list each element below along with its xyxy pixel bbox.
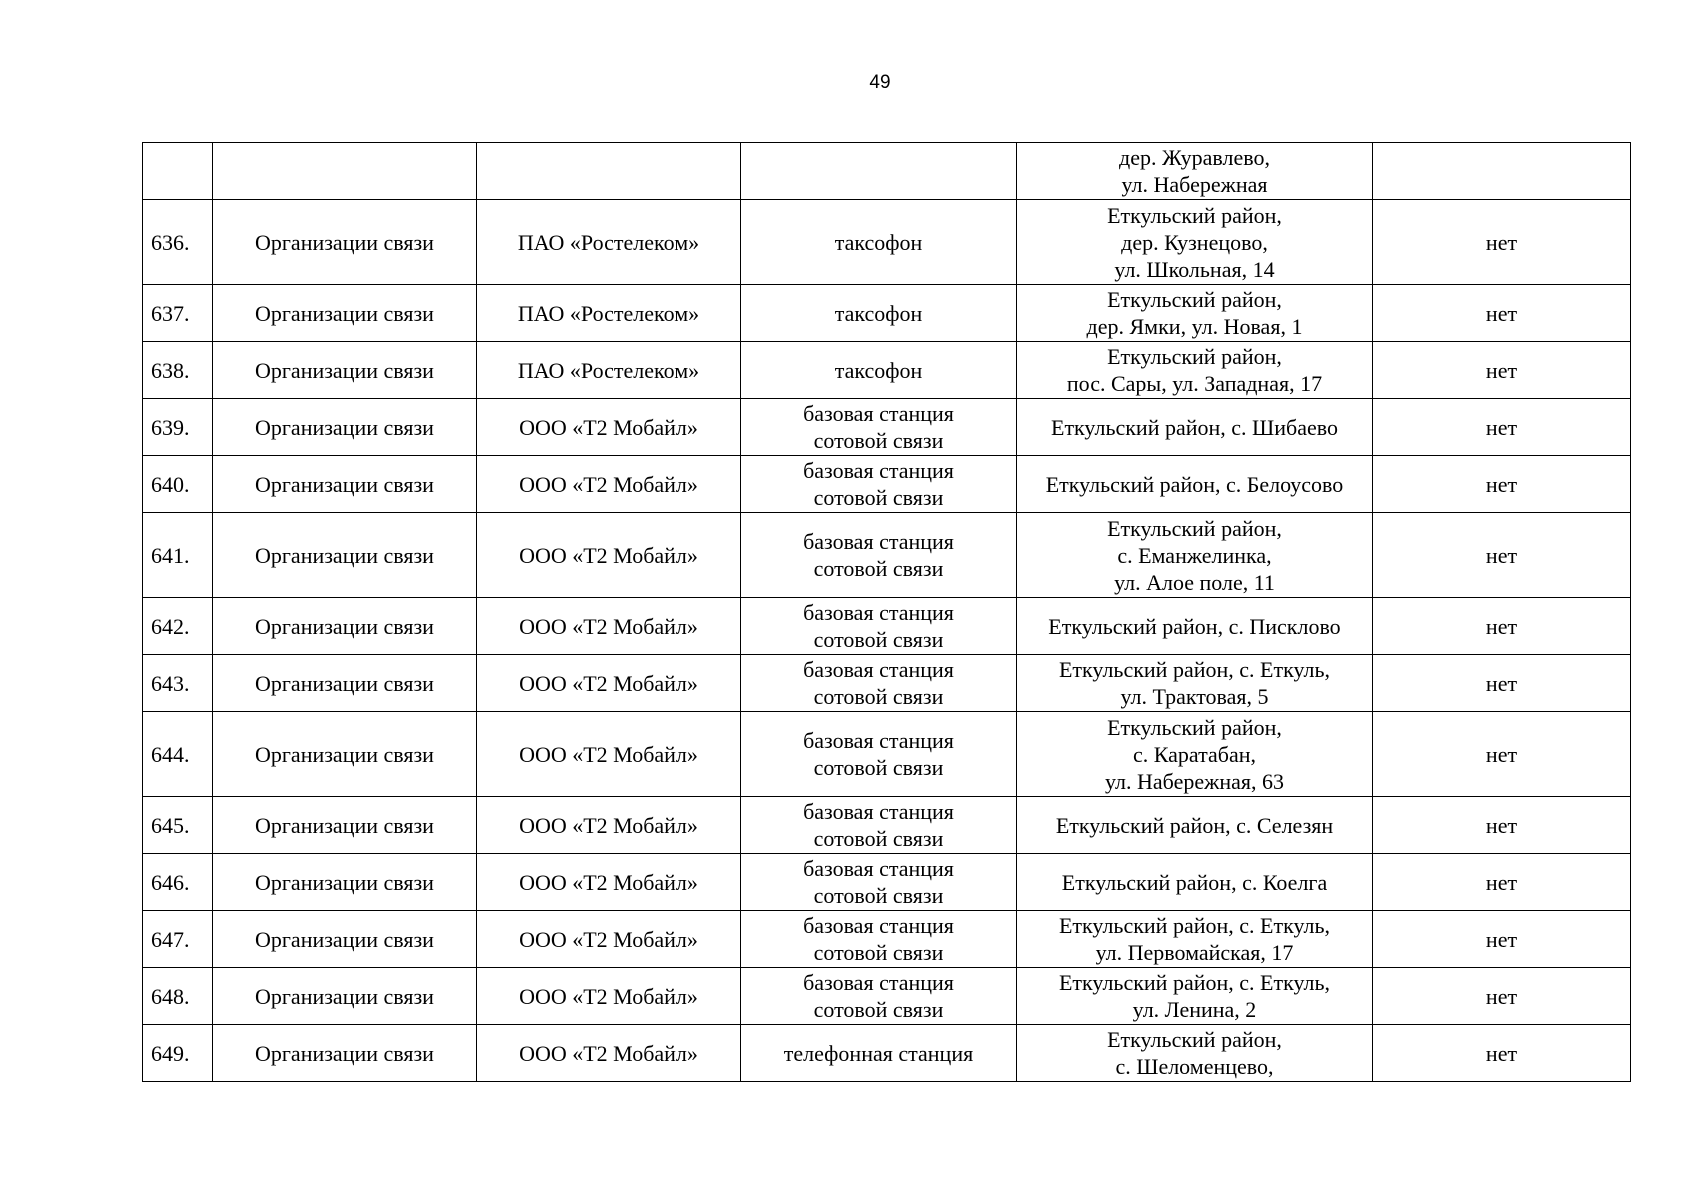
cell-organization: ПАО «Ростелеком» <box>477 285 741 342</box>
cell-object <box>741 911 1017 968</box>
cell-category: Организации связи <box>213 399 477 456</box>
object-line: базовая станция <box>803 401 954 426</box>
address-line: Еткульский район, с. Еткуль, <box>1058 913 1331 938</box>
cell-address <box>1017 285 1373 342</box>
cell-object <box>741 797 1017 854</box>
object-line: базовая станция <box>803 799 954 824</box>
address-line: ул. Школьная, 14 <box>1114 256 1275 282</box>
cell-object <box>741 854 1017 911</box>
table-row <box>143 399 1631 456</box>
cell-category: Организации связи <box>213 456 477 513</box>
table-row <box>143 456 1631 513</box>
address-line: с. Шеломенцево, <box>1115 1054 1274 1079</box>
cell-flag: нет <box>1373 712 1631 797</box>
table-row <box>143 854 1631 911</box>
address-line: Еткульский район, <box>1107 515 1282 541</box>
continuation-row <box>143 143 1631 200</box>
cell-flag: нет <box>1373 797 1631 854</box>
object-line: базовая станция <box>803 728 954 753</box>
cell-organization: ООО «Т2 Мобайл» <box>477 797 741 854</box>
cell-category: Организации связи <box>213 797 477 854</box>
table-row <box>143 200 1631 285</box>
object-line: таксофон <box>834 300 923 326</box>
cell-object <box>741 598 1017 655</box>
cell-address <box>1017 143 1373 200</box>
cell-organization: ООО «Т2 Мобайл» <box>477 712 741 797</box>
cell-address <box>1017 399 1373 456</box>
object-line: сотовой связи <box>813 883 944 908</box>
cell-flag: нет <box>1373 285 1631 342</box>
object-line: базовая станция <box>803 913 954 938</box>
cell-organization: ООО «Т2 Мобайл» <box>477 1025 741 1082</box>
cell-number: 642. <box>143 598 213 655</box>
table-row <box>143 797 1631 854</box>
cell-object <box>741 968 1017 1025</box>
cell-flag: нет <box>1373 456 1631 513</box>
object-line: базовая станция <box>803 600 954 625</box>
address-line: ул. Первомайская, 17 <box>1095 940 1294 965</box>
address-line: дер. Ямки, ул. Новая, 1 <box>1086 314 1303 339</box>
cell-address <box>1017 655 1373 712</box>
cell-number: 643. <box>143 655 213 712</box>
object-line: телефонная станция <box>783 1040 974 1066</box>
address-line: Еткульский район, <box>1107 1027 1282 1052</box>
cell-category: Организации связи <box>213 968 477 1025</box>
cell-object <box>741 285 1017 342</box>
address-line: Еткульский район, <box>1107 344 1282 369</box>
object-line: таксофон <box>834 357 923 383</box>
address-line: Еткульский район, с. Писклово <box>1048 613 1341 639</box>
address-line: Еткульский район, с. Белоусово <box>1045 471 1344 497</box>
cell-object <box>741 655 1017 712</box>
cell-object <box>741 200 1017 285</box>
address-line: с. Еманжелинка, <box>1117 542 1272 568</box>
cell-flag: нет <box>1373 513 1631 598</box>
cell-category: Организации связи <box>213 342 477 399</box>
object-line: базовая станция <box>803 970 954 995</box>
cell-organization: ООО «Т2 Мобайл» <box>477 911 741 968</box>
table-row <box>143 655 1631 712</box>
cell-object <box>741 712 1017 797</box>
page-number: 49 <box>869 72 891 93</box>
cell-organization: ООО «Т2 Мобайл» <box>477 968 741 1025</box>
table-row <box>143 968 1631 1025</box>
cell-category: Организации связи <box>213 655 477 712</box>
cell-object <box>741 342 1017 399</box>
cell-number: 647. <box>143 911 213 968</box>
address-line: ул. Алое поле, 11 <box>1114 569 1275 595</box>
address-line: Еткульский район, <box>1107 287 1282 312</box>
cell-number: 646. <box>143 854 213 911</box>
address-line: Еткульский район, с. Еткуль, <box>1058 657 1331 682</box>
cell-number: 639. <box>143 399 213 456</box>
object-line: сотовой связи <box>813 755 944 780</box>
cell-address <box>1017 1025 1373 1082</box>
object-line: базовая станция <box>803 529 954 554</box>
object-line: базовая станция <box>803 458 954 483</box>
cell-address <box>1017 342 1373 399</box>
cell-address <box>1017 513 1373 598</box>
cell-flag <box>1373 143 1631 200</box>
object-line: сотовой связи <box>813 556 944 581</box>
object-line: сотовой связи <box>813 684 944 709</box>
cell-object <box>741 1025 1017 1082</box>
cell-category: Организации связи <box>213 598 477 655</box>
cell-address <box>1017 854 1373 911</box>
registry-table <box>142 142 1631 1082</box>
object-line: сотовой связи <box>813 997 944 1022</box>
cell-flag: нет <box>1373 655 1631 712</box>
table-row <box>143 342 1631 399</box>
cell-category: Организации связи <box>213 854 477 911</box>
cell-category: Организации связи <box>213 911 477 968</box>
cell-organization: ООО «Т2 Мобайл» <box>477 513 741 598</box>
cell-number: 641. <box>143 513 213 598</box>
cell-number <box>143 143 213 200</box>
cell-object <box>741 399 1017 456</box>
cell-address <box>1017 456 1373 513</box>
object-line: базовая станция <box>803 657 954 682</box>
address-line: с. Каратабан, <box>1133 741 1256 767</box>
table-row <box>143 513 1631 598</box>
cell-address <box>1017 911 1373 968</box>
cell-number: 638. <box>143 342 213 399</box>
cell-object <box>741 143 1017 200</box>
table-row <box>143 285 1631 342</box>
cell-flag: нет <box>1373 399 1631 456</box>
registry-table-body <box>143 143 1631 1082</box>
cell-category: Организации связи <box>213 200 477 285</box>
cell-flag: нет <box>1373 200 1631 285</box>
cell-address <box>1017 200 1373 285</box>
cell-number: 640. <box>143 456 213 513</box>
address-line: Еткульский район, с. Шибаево <box>1051 414 1338 440</box>
address-line: дер. Журавлево, <box>1119 145 1270 170</box>
cell-number: 636. <box>143 200 213 285</box>
cell-object <box>741 456 1017 513</box>
cell-address <box>1017 968 1373 1025</box>
object-line: сотовой связи <box>813 826 944 851</box>
cell-number: 648. <box>143 968 213 1025</box>
cell-category: Организации связи <box>213 712 477 797</box>
table-row <box>143 1025 1631 1082</box>
cell-organization: ООО «Т2 Мобайл» <box>477 456 741 513</box>
cell-organization: ООО «Т2 Мобайл» <box>477 655 741 712</box>
cell-flag: нет <box>1373 598 1631 655</box>
table-row <box>143 911 1631 968</box>
table-row <box>143 712 1631 797</box>
cell-category: Организации связи <box>213 285 477 342</box>
address-line: Еткульский район, с. Селезян <box>1055 812 1334 838</box>
address-line: ул. Ленина, 2 <box>1132 997 1257 1022</box>
cell-category: Организации связи <box>213 1025 477 1082</box>
cell-address <box>1017 598 1373 655</box>
object-line: таксофон <box>834 229 923 255</box>
object-line: сотовой связи <box>813 485 944 510</box>
cell-category <box>213 143 477 200</box>
address-line: Еткульский район, с. Еткуль, <box>1058 970 1331 995</box>
address-line: дер. Кузнецово, <box>1121 229 1268 255</box>
address-line: ул. Набережная <box>1121 172 1268 197</box>
address-line: Еткульский район, <box>1107 202 1282 228</box>
object-line: сотовой связи <box>813 627 944 652</box>
address-line: Еткульский район, с. Коелга <box>1061 869 1328 895</box>
cell-number: 645. <box>143 797 213 854</box>
cell-number: 637. <box>143 285 213 342</box>
address-line: пос. Сары, ул. Западная, 17 <box>1066 371 1323 396</box>
address-line: ул. Набережная, 63 <box>1105 768 1284 794</box>
cell-flag: нет <box>1373 854 1631 911</box>
object-line: сотовой связи <box>813 428 944 453</box>
table-row <box>143 598 1631 655</box>
cell-organization <box>477 143 741 200</box>
object-line: базовая станция <box>803 856 954 881</box>
cell-category: Организации связи <box>213 513 477 598</box>
cell-address <box>1017 797 1373 854</box>
cell-flag: нет <box>1373 911 1631 968</box>
address-line: ул. Трактовая, 5 <box>1120 684 1269 709</box>
cell-organization: ООО «Т2 Мобайл» <box>477 399 741 456</box>
cell-flag: нет <box>1373 968 1631 1025</box>
cell-flag: нет <box>1373 342 1631 399</box>
cell-address <box>1017 712 1373 797</box>
cell-flag: нет <box>1373 1025 1631 1082</box>
address-line: Еткульский район, <box>1107 714 1282 740</box>
cell-object <box>741 513 1017 598</box>
object-line: сотовой связи <box>813 940 944 965</box>
cell-number: 644. <box>143 712 213 797</box>
cell-organization: ПАО «Ростелеком» <box>477 200 741 285</box>
cell-organization: ООО «Т2 Мобайл» <box>477 854 741 911</box>
cell-number: 649. <box>143 1025 213 1082</box>
cell-organization: ПАО «Ростелеком» <box>477 342 741 399</box>
cell-organization: ООО «Т2 Мобайл» <box>477 598 741 655</box>
